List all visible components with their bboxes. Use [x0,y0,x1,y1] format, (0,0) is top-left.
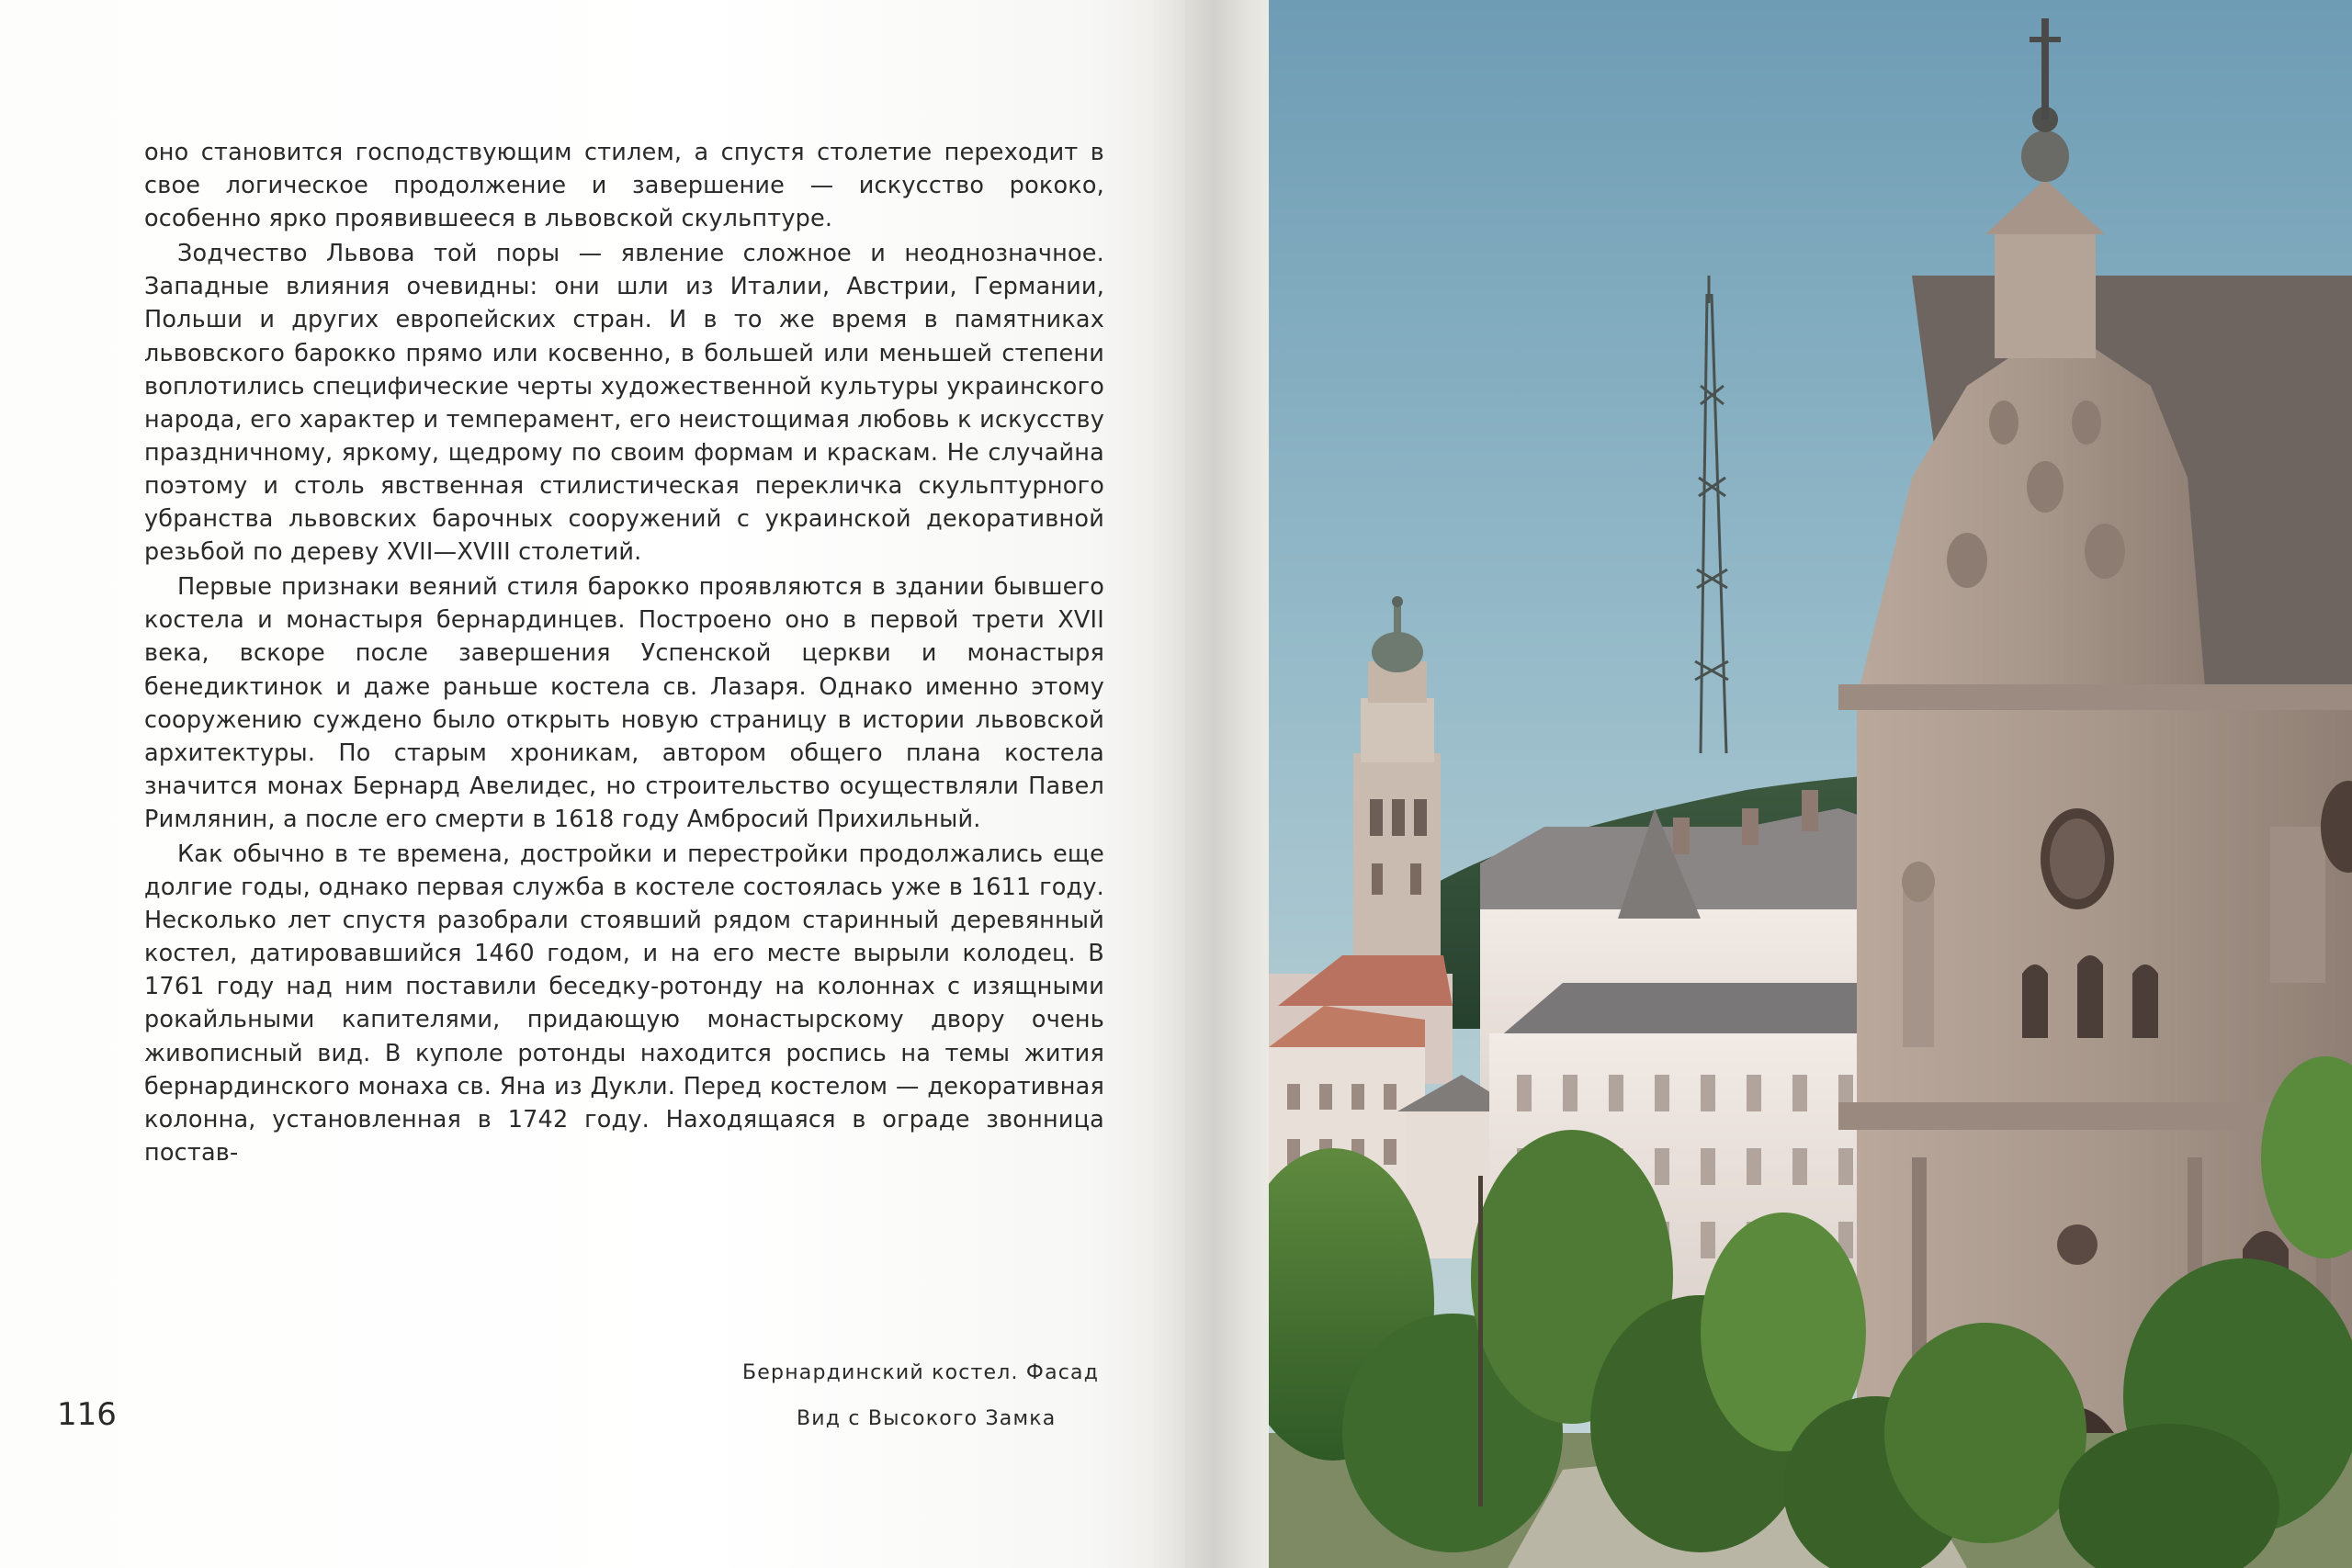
book-gutter [1148,0,1268,1568]
body-text [144,136,1104,1169]
photo-caption: Бернардинский костел. Фасад [742,1361,1100,1384]
paragraph: оно становится господствующим стилем, а спустя столетие переходит в свое логическое продолжение и завершение — искусство рококо, особенно ярко проявившееся в львовской скульптуре. [144,139,1104,233]
paragraph: Зодчество Львова той поры — явление сложное и неоднозначное. Западные влияния очевидны: они шли из Италии, Австрии, Германии, Польши и других европейских стран. И в то же время в памятниках львовского барокко прямо или косвенно, в большей или меньшей степени воплотились специфические черты художественной культуры украинского народа, его характер и темперамент, его неистощимая любовь к искусству праздничному, яркому, щедрому по своим формам и краскам. Не случайна поэтому и столь явственная стилистическая перекличка скульптурного убранства львовских барочных сооружений с украинской декоративной резьбой по дереву XVII—XVIII столетий. [144,240,1104,567]
paragraph: Первые признаки веяний стиля барокко проявляются в здании бывшего костела и монастыря бернардинцев. Построено оно в первой трети XVII века, вскоре после завершения Успенской церкви и монастыря бенедиктинок и даже раньше костела св. Лазаря. Однако именно этому сооружению суждено было открыть новую страницу в истории львовской архитектуры. По старым хроникам, автором общего плана костела значится монах Бернард Авелидес, но строительство осуществляли Павел Римлянин, а после его смерти в 1618 году Амбросий Прихильный. [144,573,1104,833]
page-number: 116 [57,1396,117,1433]
church-photograph [1269,0,2352,1568]
paragraph: Как обычно в те времена, достройки и перестройки продолжались еще долгие годы, однако первая служба в костеле состоялась уже в 1611 году. Несколько лет спустя разобрали стоявший рядом старинный деревянный костел, датировавшийся 1460 годом, и на его месте вырыли колодец. В 1761 году над ним поставили беседку-ротонду на колоннах с изящными рокайльными капителями, придающую монастырскому двору очень живописный вид. В куполе ротонды находится роспись на темы жития бернардинского монаха св. Яна из Дукли. Перед костелом — декоративная колонна, установленная в 1742 году. Находящаяся в ограде звонница постав- [144,840,1104,1167]
photo-caption: Вид с Высокого Замка [797,1407,1057,1430]
